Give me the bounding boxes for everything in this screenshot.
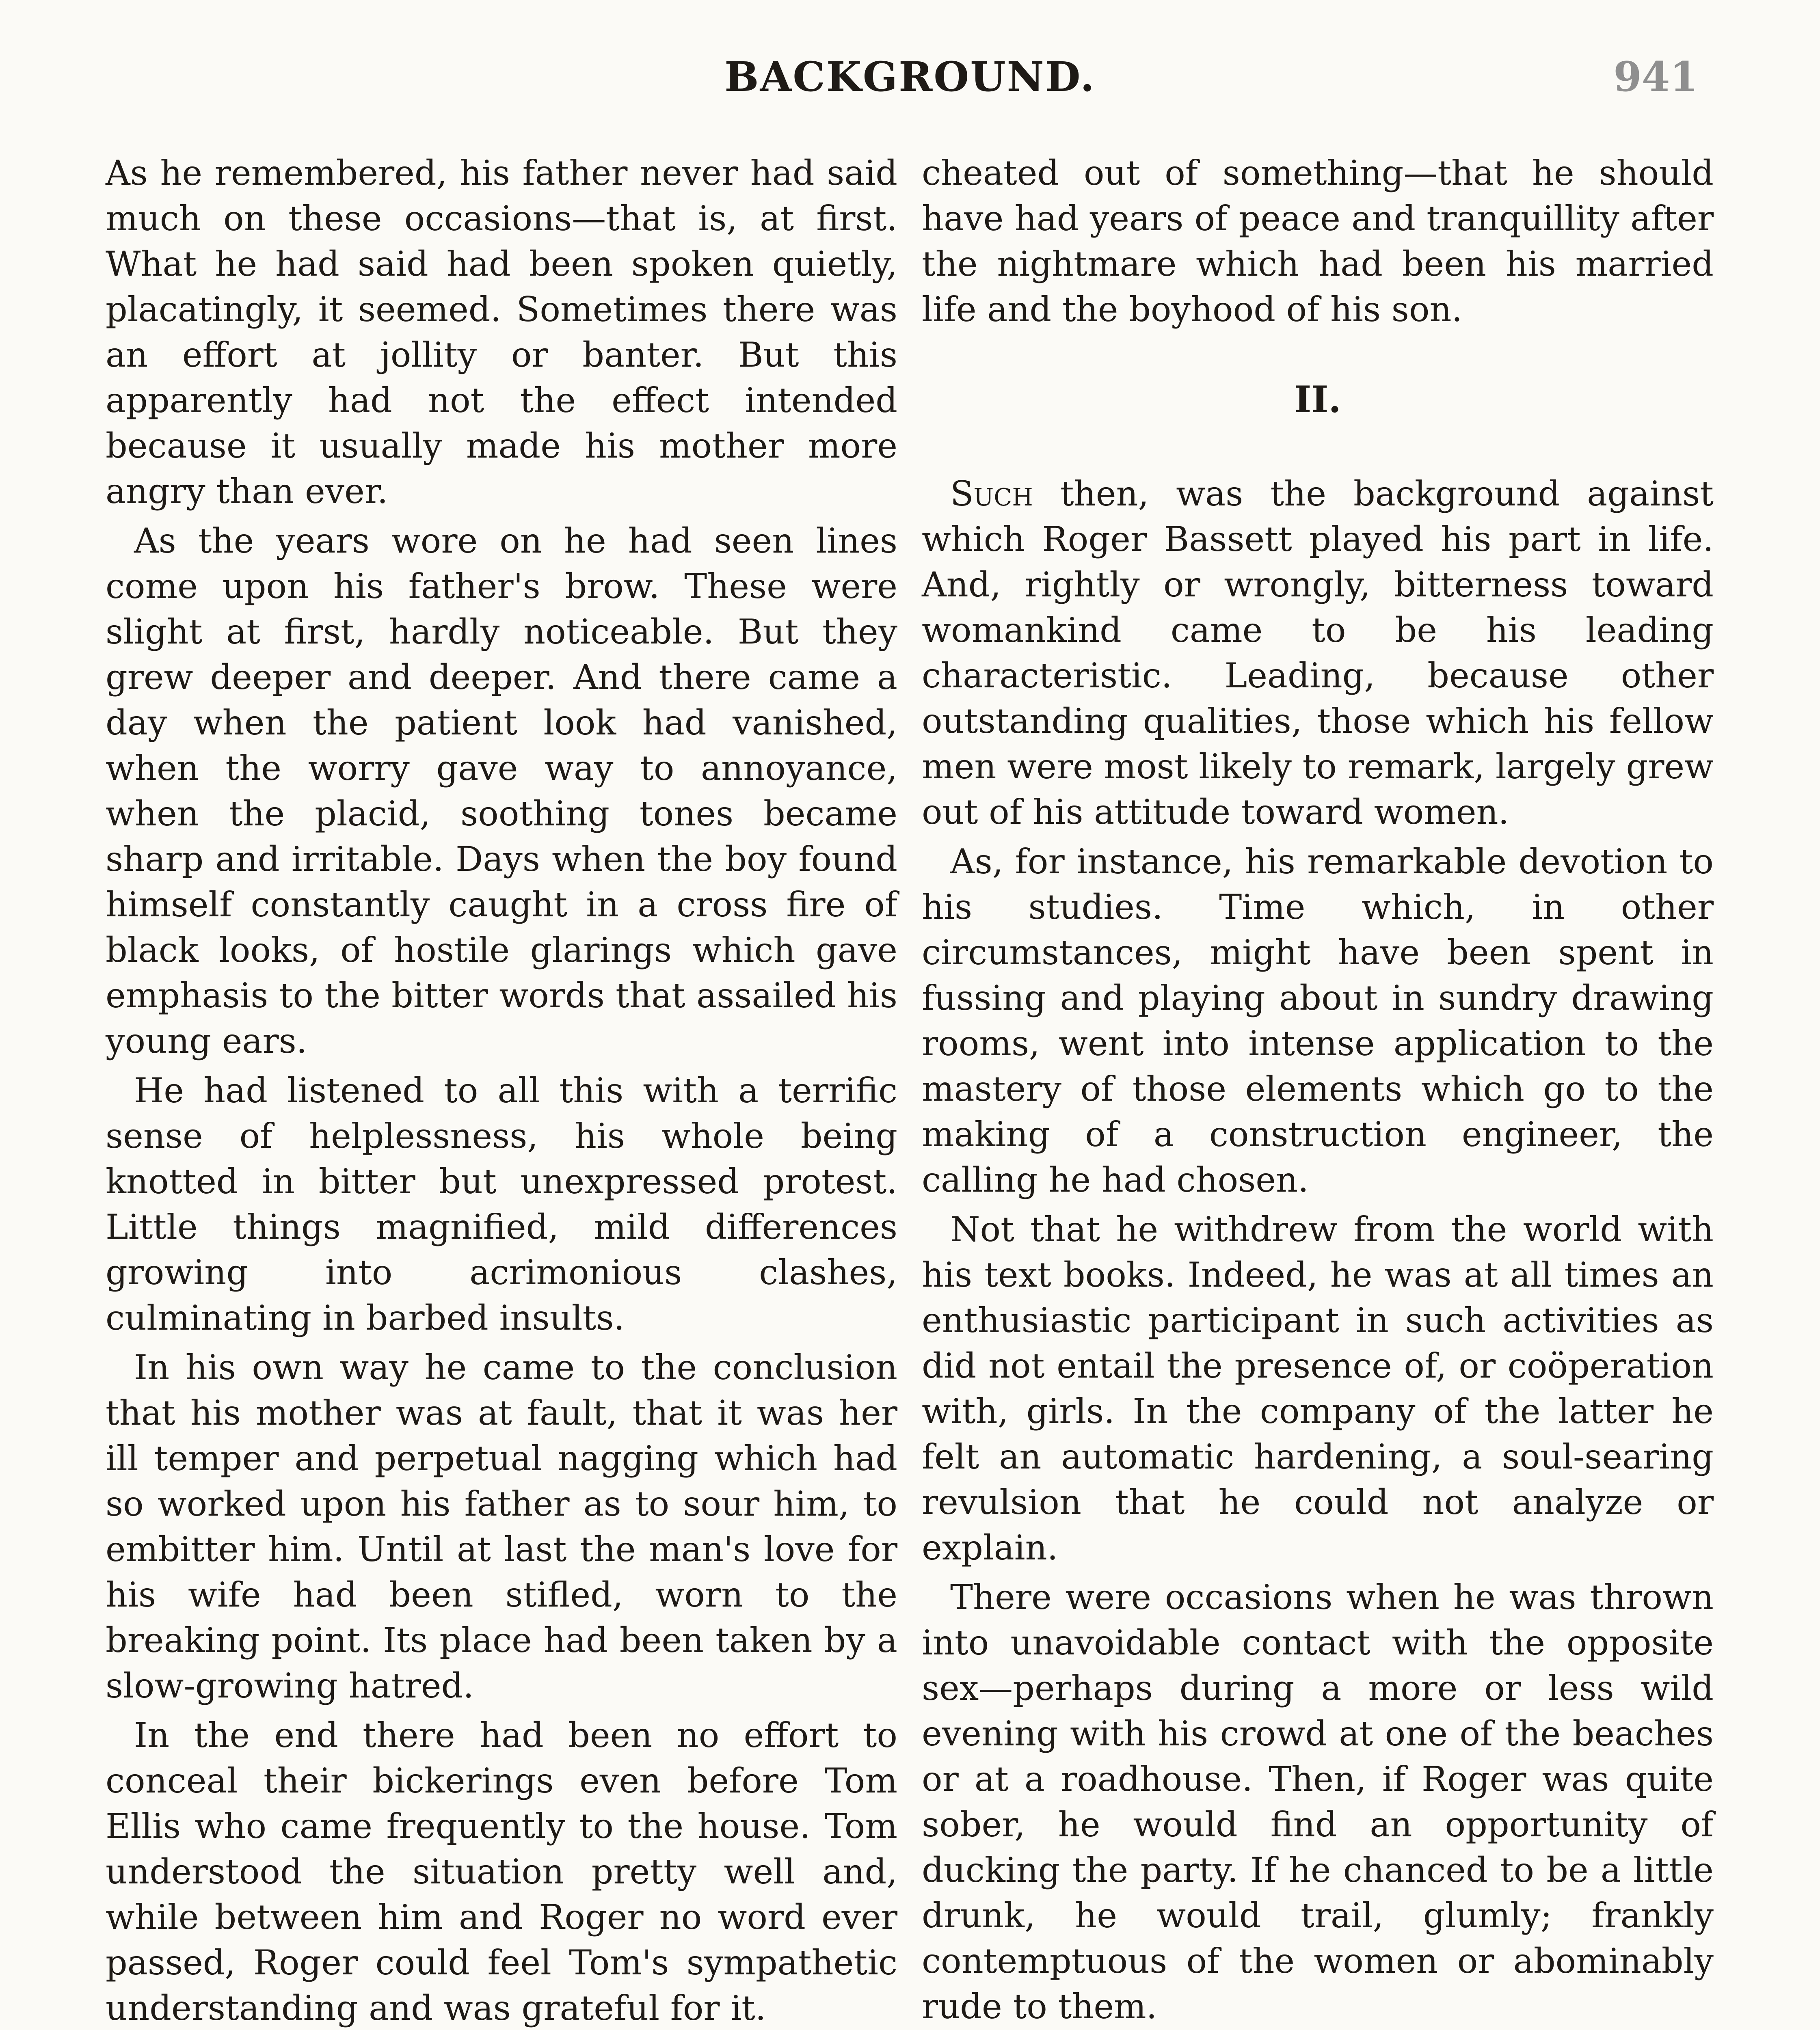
lead-word: Such [950, 474, 1033, 514]
section-heading: II. [1294, 378, 1341, 421]
paragraph: In his own way he came to the conclusion that his mother was at fault, that it was her ill temper and perpetual nagging which had so worked upon his father as to sour him, to embitter him. Until at last the man's love for his wife had been stifled, worn to the breaking point. Its place had been taken by a slow-growing hatred. [106, 1348, 897, 1706]
paragraph: Not that he withdrew from the world with his text books. Indeed, he was at all times an enthusiastic participant in such activities as did not entail the presence of, or coöperation with, girls. In the company of the latter he felt an automatic hardening, a soul-searing revulsion that he could not analyze or explain. [922, 1209, 1714, 1568]
running-title: BACKGROUND. [724, 53, 1096, 101]
paragraph-continued: cheated out of something—that he should have had years of peace and tranquillity after the nightmare which had been his married life and the boyhood of his son. [922, 153, 1714, 329]
paragraph: As he remembered, his father never had said much on these occasions—that is, at first. What he had said had been spoken quietly, placatingly, it seemed. Sometimes there was an effort at jollity or banter. But this apparently had not the effect intended because it usually made his mother more angry than ever. [106, 153, 897, 511]
paragraph: As the years wore on he had seen lines come upon his father's brow. These were slight at first, hardly noticeable. But they grew deeper and deeper. And there came a day when the patient look had vanished, when the worry gave way to annoyance, when the placid, soothing tones became sharp and irritable. Days when the boy found himself constantly caught in a cross fire of black looks, of hostile glarings which gave emphasis to the bitter words that assailed his young ears. [106, 521, 897, 1061]
paragraph: He had listened to all this with a terrific sense of helplessness, his whole being knotted in bitter but unexpressed protest. Little things magnified, mild differences growing into acrimonious clashes, culminating in barbed insults. [106, 1071, 897, 1338]
left-column [106, 150, 897, 2030]
paragraph: In the end there had been no effort to conceal their bickerings even before Tom Ellis who came frequently to the house. Tom understood the situation pretty well and, while between him and Roger no word ever passed, Roger could feel Tom's sympathetic understanding and was grateful for it. [106, 1715, 897, 2028]
paragraph-text: then, was the background against which Roger Bassett played his part in life. And, rightly or wrongly, bitterness toward womankind came to be his leading characteristic. Leading, because other outstanding qualities, those which his fellow men were most likely to remark, largely grew out of his attitude toward women. [922, 474, 1714, 832]
paragraph: As, for instance, his remarkable devotion to his studies. Time which, in other circumstances, might have been spent in fussing and playing about in sundry drawing rooms, went into intense application to the mastery of those elements which go to the making of a construction engineer, the calling he had chosen. [922, 842, 1714, 1200]
page-header [0, 45, 1820, 106]
page-number: 941 [1613, 53, 1698, 101]
paragraph: There were occasions when he was thrown into unavoidable contact with the opposite sex—perhaps during a more or less wild evening with his crowd at one of the beaches or at a roadhouse. Then, if Roger was quite sober, he would find an opportunity of ducking the party. If he chanced to be a little drunk, he would trail, glumly; frankly contemptuous of the women or abominably rude to them. [922, 1577, 1714, 2026]
right-column [922, 150, 1714, 2030]
paragraph [922, 471, 1714, 835]
